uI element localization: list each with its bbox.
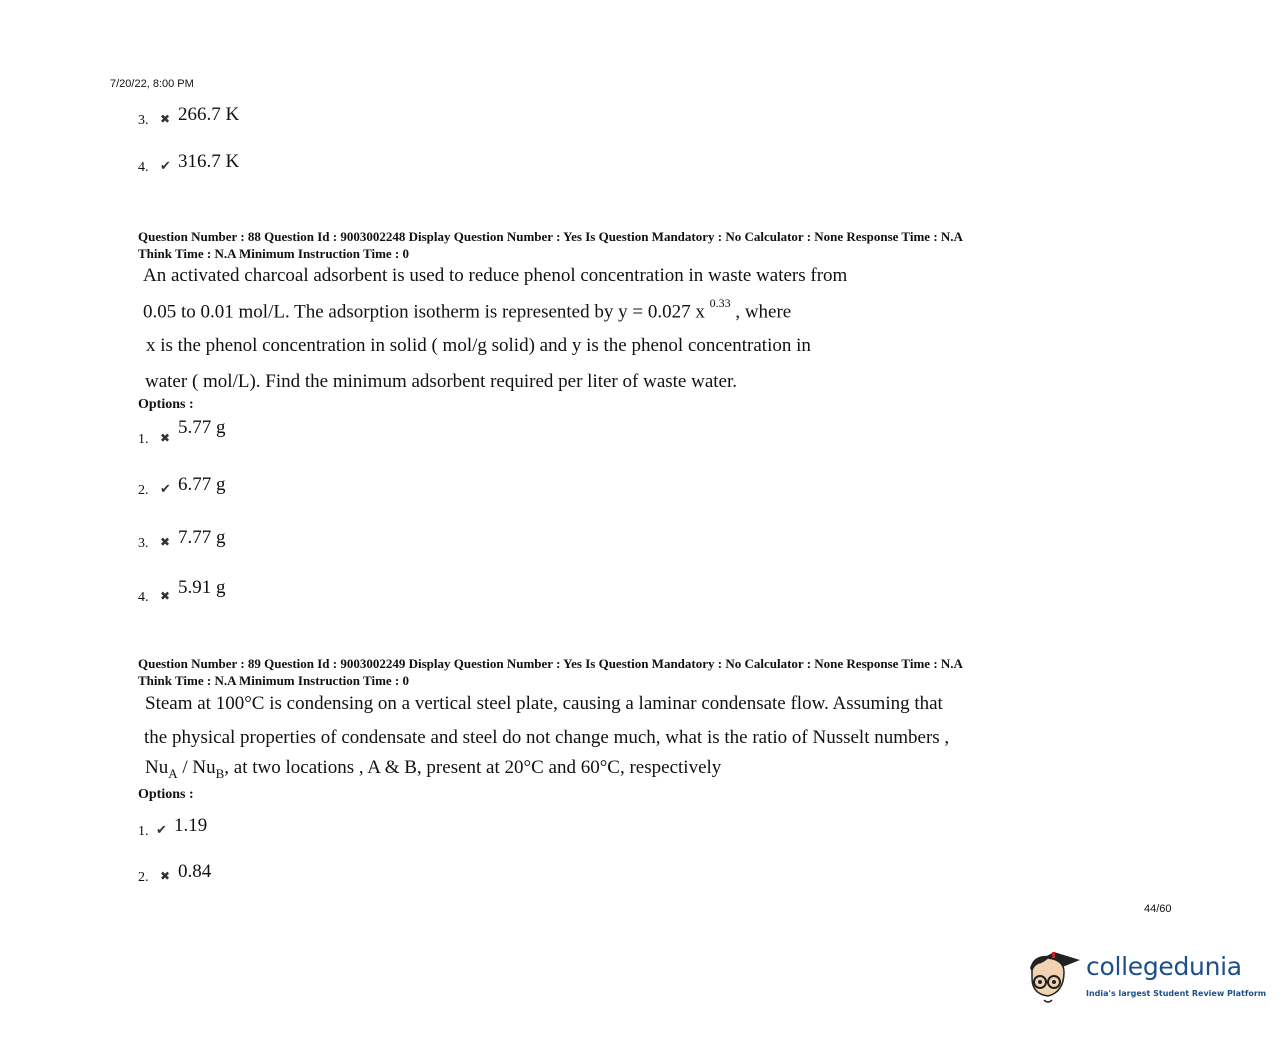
option-row: 1. ✖ 5.77 g (138, 417, 226, 447)
option-row: 2. ✔ 6.77 g (138, 474, 226, 498)
option-row: 4. ✔ 316.7 K (138, 151, 240, 175)
logo-tagline: India's largest Student Review Platform (1086, 989, 1267, 998)
option-row: 3. ✖ 7.77 g (138, 527, 226, 551)
question-text-line: the physical properties of condensate and steel do not change much, what is the ratio of Nusselt numbers , (144, 727, 950, 748)
option-row: 4. ✖ 5.91 g (138, 577, 226, 605)
cross-icon: ✖ (160, 112, 171, 126)
question-text-line: An activated charcoal adsorbent is used to reduce phenol concentration in waste waters from (143, 265, 848, 286)
question-text-line: x is the phenol concentration in solid ( mol/g solid) and y is the phenol concentration in (146, 335, 811, 356)
options-label: Options : (138, 787, 194, 802)
check-icon: ✔ (156, 822, 167, 837)
check-icon: ✔ (160, 158, 171, 173)
question-meta: Question Number : 89 Question Id : 9003002249 Display Question Number : Yes Is Question Mandatory : No Calculator : None Response Time : N.A Think Time : N.A Minimum Instruction Time : 0 (138, 656, 963, 688)
mascot-icon (1024, 938, 1086, 1008)
page-number: 44/60 (1144, 903, 1172, 915)
options-label: Options : (138, 397, 194, 412)
cross-icon: ✖ (160, 535, 171, 549)
check-icon: ✔ (160, 481, 171, 496)
option-row: 1. ✔ 1.19 (138, 815, 208, 839)
question-text-line: water ( mol/L). Find the minimum adsorbent required per liter of waste water. (145, 371, 737, 392)
question-text-line: 0.05 to 0.01 mol/L. The adsorption isotherm is represented by y = 0.027 x $^{0.33}$ , where (143, 296, 792, 323)
print-timestamp: 7/20/22, 8:00 PM (110, 78, 194, 90)
cross-icon: ✖ (160, 431, 171, 445)
question-text-line: $Nu_A / Nu_B$, at two locations , A & B, present at 20°C and 60°C, respectively (145, 757, 722, 781)
question-meta: Question Number : 88 Question Id : 9003002248 Display Question Number : Yes Is Question Mandatory : No Calculator : None Response Time : N.A Think Time : N.A Minimum Instruction Time : 0 (138, 229, 963, 261)
cross-icon: ✖ (160, 589, 171, 603)
option-row: 3. ✖ 266.7 K (138, 104, 240, 128)
question-text-line: Steam at 100°C is condensing on a vertical steel plate, causing a laminar condensate flow. Assuming that (145, 693, 943, 714)
logo-text: collegedunia (1086, 952, 1242, 981)
option-row: 2. ✖ 0.84 (138, 861, 212, 885)
cross-icon: ✖ (160, 869, 171, 883)
